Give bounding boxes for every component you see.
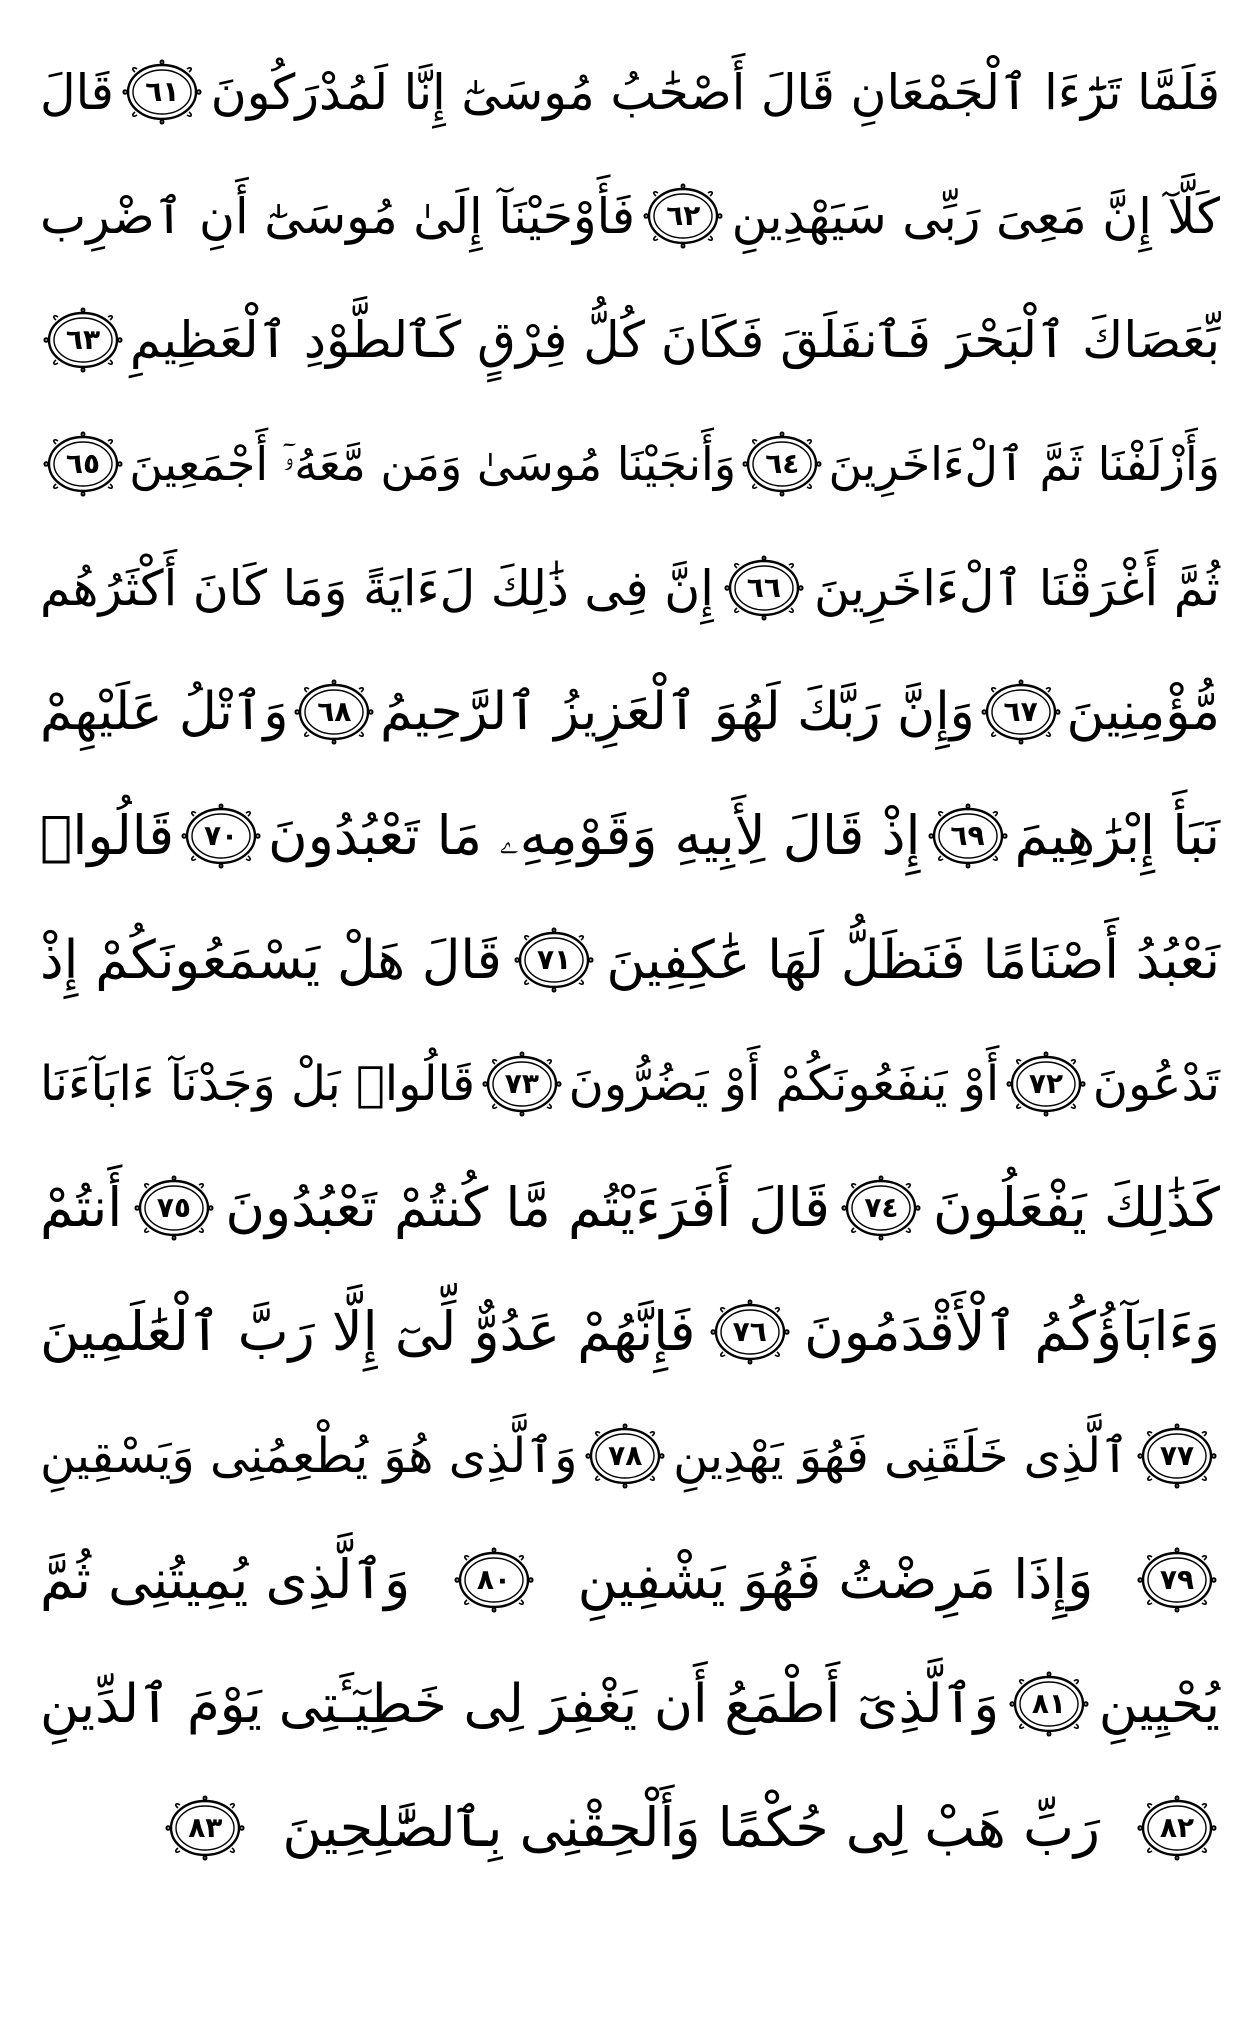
ayah-number-marker	[640, 181, 726, 251]
verse-line	[40, 1394, 1220, 1518]
verse-text: نَعْبُدُ أَصْنَامًا فَنَظَلُّ لَهَا عَٰكِفِينَ	[606, 929, 1220, 991]
verse-text: كَذَٰلِكَ يَفْعَلُونَ	[932, 1176, 1220, 1239]
verse-text: وَإِنَّ رَبَّكَ لَهُوَ ٱلْعَزِيزُ ٱلرَّحِيمُ	[380, 682, 975, 742]
verse-line	[40, 1642, 1220, 1766]
verse-line	[40, 402, 1220, 526]
verse-line	[40, 650, 1220, 774]
ayah-number-marker	[1134, 1421, 1220, 1491]
ayah-number-marker	[511, 925, 597, 995]
ayah-number: ٦٤	[765, 447, 800, 480]
verse-text: وَإِذَا مَرِضْتُ فَهُوَ يَشْفِينِ	[577, 1548, 1094, 1611]
ayah-number: ٦٨	[317, 695, 352, 728]
ayah-number: ٧٣	[504, 1067, 539, 1100]
verse-text: قَالُوا۟ بَلْ وَجَدْنَآ ءَابَآءَنَا	[40, 1056, 476, 1112]
ayah-number: ٦٥	[65, 447, 101, 480]
verse-text: فَإِنَّهُمْ عَدُوٌّ لِّىٓ إِلَّا رَبَّ ٱلْعَٰلَمِينَ	[40, 1300, 696, 1363]
verse-text: وَٱلَّذِى هُوَ يُطْعِمُنِى وَيَسْقِينِ	[40, 1428, 578, 1484]
verse-line	[40, 1146, 1220, 1270]
verse-text: يُحْيِينِ	[1098, 1673, 1220, 1735]
ayah-number-marker	[978, 677, 1064, 747]
ayah-number: ٧٠	[203, 819, 239, 852]
verse-text: تَدْعُونَ	[1092, 1056, 1220, 1112]
verse-line	[40, 1766, 1220, 1890]
ayah-number: ٧٥	[156, 1191, 191, 1224]
ayah-number: ٧٧	[1159, 1439, 1195, 1472]
ayah-number-marker	[451, 1545, 537, 1615]
verse-text: وَأَزْلَفْنَا ثَمَّ ٱلْءَاخَرِينَ	[828, 437, 1220, 491]
ayah-number-marker	[131, 1173, 217, 1243]
ayah-number: ٧٩	[1159, 1563, 1195, 1596]
verse-text: أَنتُمْ	[40, 1176, 123, 1239]
verse-text: قَالَ أَفَرَءَيْتُم مَّا كُنتُمْ تَعْبُدُونَ	[225, 1176, 830, 1239]
ayah-number-marker	[40, 429, 126, 499]
verse-line	[40, 774, 1220, 898]
verse-text: نَبَأَ إِبْرَٰهِيمَ	[1014, 804, 1220, 867]
ayah-number: ٨٠	[476, 1563, 511, 1596]
verse-text: ٱلَّذِى خَلَقَنِى فَهُوَ يَهْدِينِ	[673, 1428, 1130, 1484]
verse-lines	[40, 30, 1220, 1890]
ayah-number-marker	[838, 1173, 924, 1243]
ayah-number: ٧١	[537, 943, 572, 976]
ayah-number: ٦٢	[666, 199, 701, 232]
ayah-number-marker	[582, 1421, 668, 1491]
verse-text: قَالَ	[40, 63, 114, 121]
verse-text: رَبِّ هَبْ لِى حُكْمًا وَأَلْحِقْنِى بِٱلصَّٰلِحِينَ	[282, 1796, 1100, 1859]
ayah-number-marker	[721, 553, 807, 623]
ayah-number: ٧٦	[732, 1315, 767, 1348]
verse-line	[40, 1518, 1220, 1642]
verse-text: قَالَ هَلْ يَسْمَعُونَكُمْ إِذْ	[40, 929, 502, 991]
verse-line	[40, 1270, 1220, 1394]
verse-text: كَلَّآ إِنَّ مَعِىَ رَبِّى سَيَهْدِينِ	[731, 187, 1220, 245]
verse-line	[40, 1022, 1220, 1146]
ayah-number-marker	[479, 1049, 565, 1119]
verse-text: وَءَابَآؤُكُمُ ٱلْأَقْدَمُونَ	[804, 1300, 1220, 1363]
verse-line	[40, 154, 1220, 278]
ayah-number: ٦٧	[1003, 695, 1038, 728]
ayah-number-marker	[1003, 1049, 1089, 1119]
ayah-number: ٨٢	[1159, 1811, 1195, 1844]
ayah-number-marker	[162, 1793, 248, 1863]
ayah-number: ٧٨	[608, 1439, 643, 1472]
ayah-number-marker	[925, 801, 1011, 871]
verse-line	[40, 278, 1220, 402]
ayah-number-marker	[739, 429, 825, 499]
verse-text: بِّعَصَاكَ ٱلْبَحْرَ فَٱنفَلَقَ فَكَانَ كُلُّ فِرْقٍ كَٱلطَّوْدِ ٱلْعَظِيمِ	[129, 311, 1220, 369]
verse-line	[40, 526, 1220, 650]
verse-text: وَٱلَّذِى يُمِيتُنِى ثُمَّ	[40, 1548, 411, 1611]
ayah-number-marker	[707, 1297, 793, 1367]
verse-text: قَالُوا۟	[40, 804, 175, 867]
ayah-number-marker	[1006, 1669, 1092, 1739]
ayah-number-marker	[291, 677, 377, 747]
ayah-number: ٨٣	[188, 1811, 223, 1844]
ayah-number: ٦١	[145, 75, 180, 108]
verse-text: فَلَمَّا تَرَٰٓءَا ٱلْجَمْعَانِ قَالَ أَصْحَٰبُ مُوسَىٰٓ إِنَّا لَمُدْرَكُونَ	[210, 63, 1220, 121]
verse-text: إِنَّ فِى ذَٰلِكَ لَءَايَةً وَمَا كَانَ أَكْثَرُهُم	[40, 559, 714, 617]
ayah-number: ٦٣	[65, 323, 101, 356]
ayah-number-marker	[119, 57, 205, 127]
ayah-number: ٨١	[1031, 1687, 1067, 1720]
ayah-number-marker	[1134, 1793, 1220, 1863]
verse-line	[40, 898, 1220, 1022]
verse-text: وَٱتْلُ عَلَيْهِمْ	[40, 682, 289, 742]
verse-text: أَوْ يَنفَعُونَكُمْ أَوْ يَضُرُّونَ	[568, 1056, 1000, 1112]
verse-line	[40, 30, 1220, 154]
ayah-number: ٦٦	[746, 571, 781, 604]
verse-text: مُّؤْمِنِينَ	[1066, 682, 1220, 742]
ayah-number-marker	[1134, 1545, 1220, 1615]
ayah-number: ٧٤	[864, 1191, 899, 1224]
ayah-number-marker	[40, 305, 126, 375]
verse-text: وَٱلَّذِىٓ أَطْمَعُ أَن يَغْفِرَ لِى خَطِيٓـَٔتِى يَوْمَ ٱلدِّينِ	[40, 1673, 1000, 1735]
verse-text: إِذْ قَالَ لِأَبِيهِ وَقَوْمِهِۦ مَا تَعْبُدُونَ	[268, 804, 921, 867]
verse-text: وَأَنجَيْنَا مُوسَىٰ وَمَن مَّعَهُۥٓ أَجْمَعِينَ	[129, 437, 737, 491]
verse-text: ثُمَّ أَغْرَقْنَا ٱلْءَاخَرِينَ	[813, 559, 1220, 617]
ayah-number: ٧٢	[1028, 1067, 1064, 1100]
ayah-number-marker	[178, 801, 264, 871]
verse-text: فَأَوْحَيْنَآ إِلَىٰ مُوسَىٰٓ أَنِ ٱضْرِب	[40, 187, 636, 245]
ayah-number: ٦٩	[950, 819, 985, 852]
